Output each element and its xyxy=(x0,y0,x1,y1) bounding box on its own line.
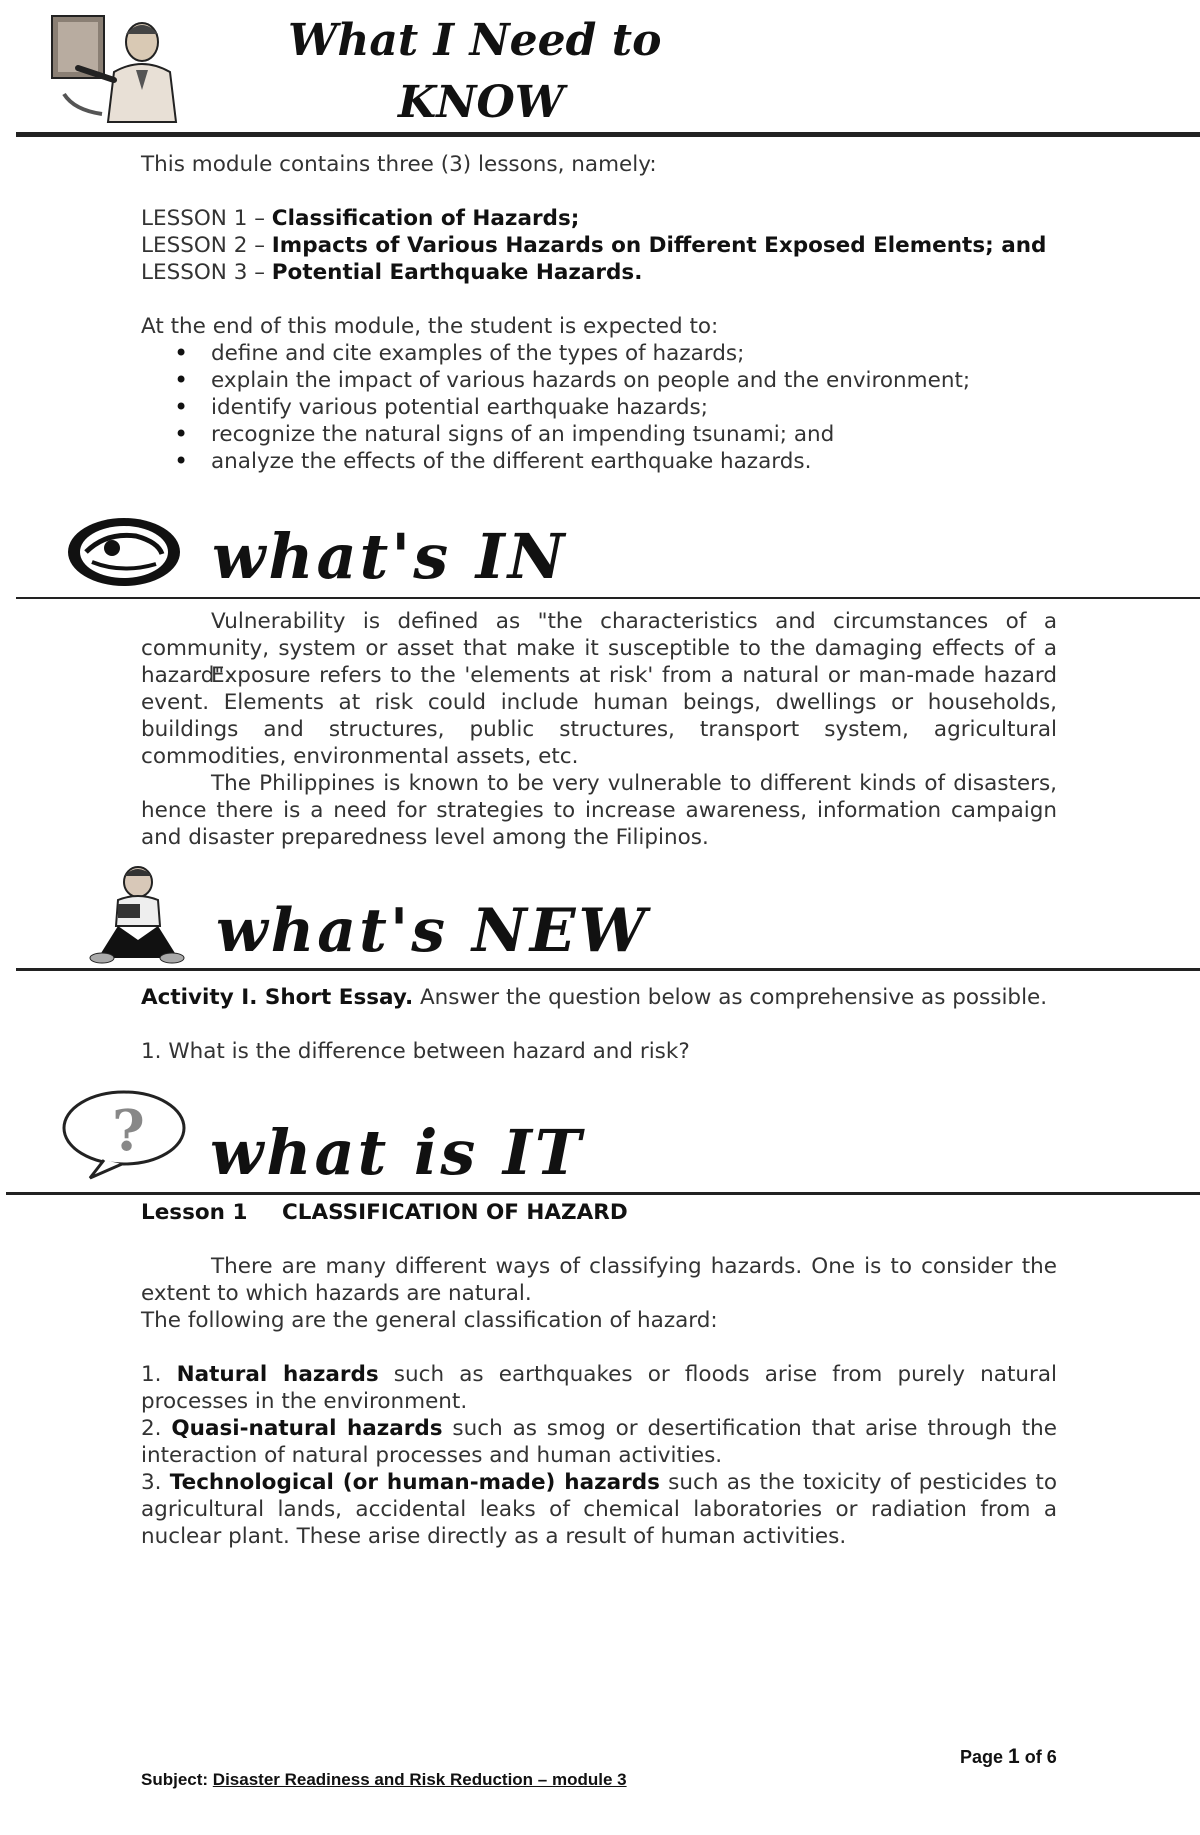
objective-item: • recognize the natural signs of an impending tsunami; and xyxy=(141,421,1057,448)
lesson-list xyxy=(141,205,1057,286)
objectives-list xyxy=(141,340,1057,475)
page-header-title xyxy=(280,14,720,128)
objective-item: • explain the impact of various hazards on people and the environment; xyxy=(141,367,1057,394)
subject-footer xyxy=(141,1770,627,1790)
activity-instruction: Activity I. Short Essay. Answer the question below as comprehensive as possible. xyxy=(141,985,1048,1010)
objective-item: • define and cite examples of the types of hazards; xyxy=(141,340,1057,367)
essay-question: 1. What is the difference between hazard and risk? xyxy=(141,1039,690,1064)
hazard-item: 1. Natural hazards such as earthquakes or floods arise from purely natural processes in the environment. xyxy=(141,1362,1057,1414)
header-divider xyxy=(16,132,1200,137)
hazard-item: 3. Technological (or human-made) hazards such as the toxicity of pesticides to agricultural lands, accidental leaks of chemical laboratories or radiation from a nuclear plant. These arise directly as a result of human activities. xyxy=(141,1470,1057,1549)
lesson-item: LESSON 2 – Impacts of Various Hazards on Different Exposed Elements; and xyxy=(141,233,1047,258)
whats-in-paragraph-1: Vulnerability is defined as "the characteristics and circumstances of a community, system or asset that make it susceptible to the damaging effects of a hazard". xyxy=(141,609,1057,688)
intro-lead: This module contains three (3) lessons, namely: xyxy=(141,152,657,177)
lesson-label: Lesson 1 xyxy=(141,1200,248,1225)
lesson-title: CLASSIFICATION OF HAZARD xyxy=(282,1200,628,1225)
header-title-line1: What I Need to xyxy=(288,15,662,66)
objective-item: • analyze the effects of the different earthquake hazards. xyxy=(141,448,1057,475)
reading-student-icon xyxy=(88,864,184,964)
teacher-at-board-icon xyxy=(44,10,184,125)
whats-in-divider xyxy=(16,597,1200,599)
question-bubble-icon xyxy=(60,1088,190,1180)
what-is-it-divider xyxy=(6,1192,1200,1195)
whats-in-heading: what's IN xyxy=(212,520,568,593)
whats-new-heading: what's NEW xyxy=(216,896,649,966)
lesson-item: LESSON 1 – Classification of Hazards; xyxy=(141,206,580,231)
whats-in-paragraph-3: The Philippines is known to be very vulnerable to different kinds of disasters, hence there is a need for strategies to increase awareness, information campaign and disaster preparedness level among the Filipinos. xyxy=(141,771,1057,850)
subject-value: Disaster Readiness and Risk Reduction – module 3 xyxy=(212,1770,627,1789)
header-title-line2: KNOW xyxy=(398,77,565,128)
globe-hands-icon xyxy=(66,514,186,590)
classification-lead: The following are the general classification of hazard: xyxy=(141,1308,718,1333)
lesson-heading xyxy=(141,1199,1057,1226)
subject-label: Subject: xyxy=(141,1770,209,1789)
what-is-it-heading: what is IT xyxy=(210,1116,585,1189)
objectives-lead: At the end of this module, the student is expected to: xyxy=(141,314,719,339)
whats-new-divider xyxy=(16,968,1200,971)
svg-text:?: ? xyxy=(112,1098,145,1164)
hazard-item: 2. Quasi-natural hazards such as smog or desertification that arise through the interaction of natural processes and human activities. xyxy=(141,1416,1057,1468)
classification-intro: There are many different ways of classifying hazards. One is to consider the extent to which hazards are natural. xyxy=(141,1254,1057,1306)
page-number: Page 1 of 6 xyxy=(960,1745,1057,1768)
whats-in-paragraph-2: Exposure refers to the 'elements at risk' from a natural or man-made hazard event. Elements at risk could include human beings, dwellings or households, buildings and structures, public structures, transport system, agricultural commodities, environmental assets, etc. xyxy=(141,663,1057,769)
objective-item: • identify various potential earthquake hazards; xyxy=(141,394,1057,421)
lesson-item: LESSON 3 – Potential Earthquake Hazards. xyxy=(141,260,643,285)
